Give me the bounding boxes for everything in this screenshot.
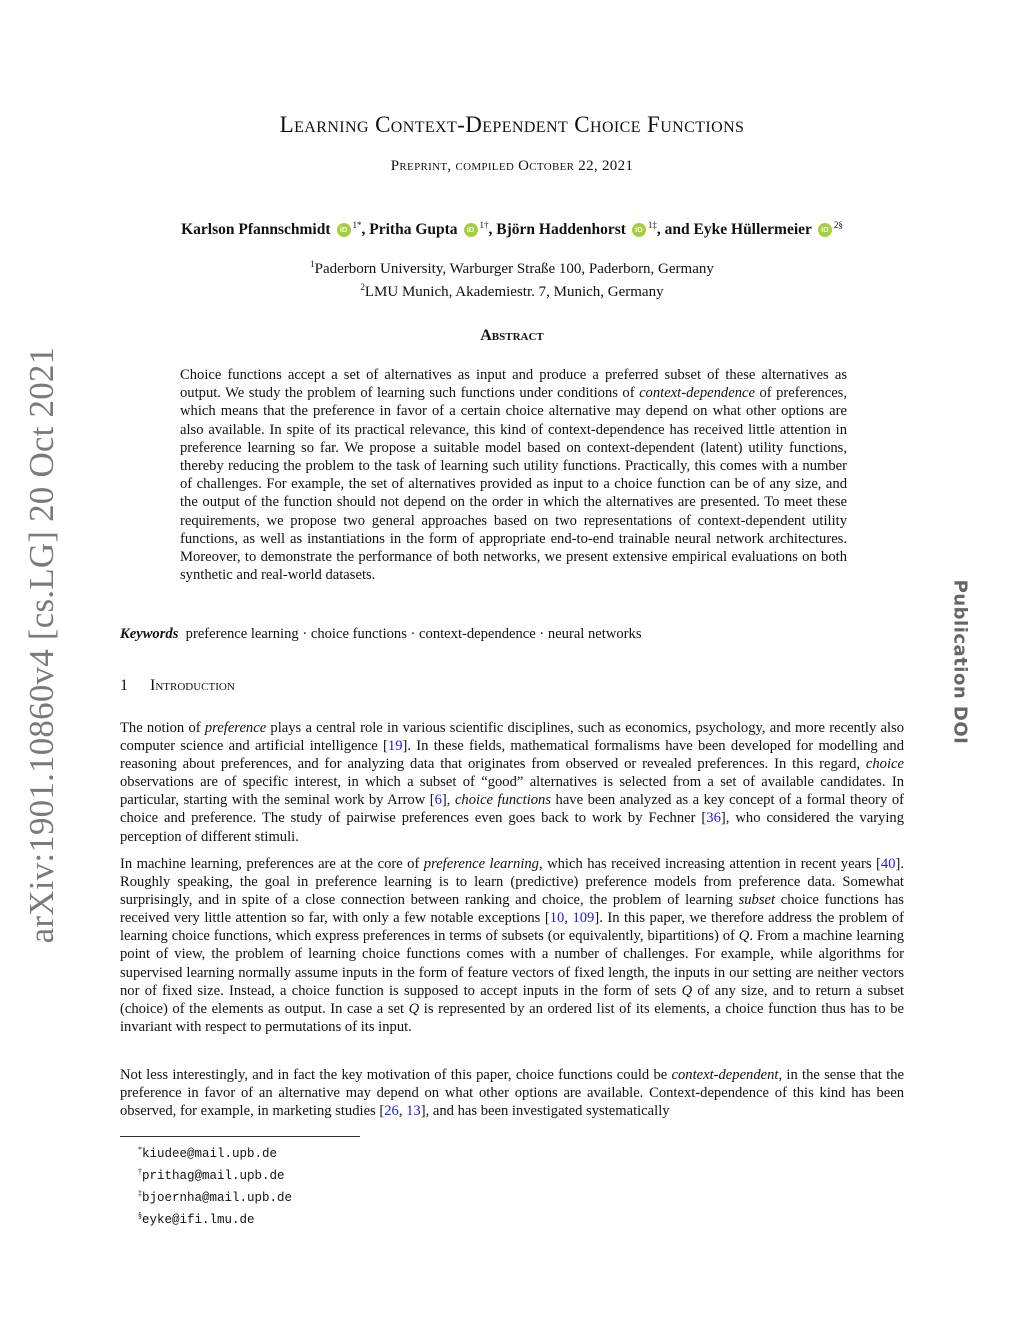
citation-link[interactable]: 26: [384, 1103, 399, 1120]
affiliations: [0, 255, 1024, 301]
footnote: [138, 1207, 292, 1229]
abstract-text: Choice functions accept a set of alternatives as input and produce a preferred subset of these alternatives as output. We study the problem of learning such functions under conditions of context-dependence of preferences, which means that the preference in favor of a certain choice alternative may depend on what other options are also available. In spite of its practical relevance, this kind of context-dependence has received little attention in preference learning so far. We propose a suitable model based on context-dependent (latent) utility functions, thereby reducing the problem to the task of learning such utility functions. Practically, this comes with a number of challenges. For example, the set of alternatives provided as input to a choice function can be of any size, and the output of the function should not depend on the order in which the alternatives are presented. To meet these requirements, we propose two general approaches based on two representations of context-dependent utility functions, as well as instantiations in the form of appropriate end-to-end trainable neural network architectures. Moreover, to demonstrate the performance of both networks, we present extensive empirical evaluations on both synthetic and real-world datasets.: [180, 367, 847, 584]
footnote-rule: [120, 1136, 360, 1137]
orcid-icon[interactable]: iD: [818, 223, 832, 237]
orcid-icon[interactable]: iD: [337, 223, 351, 237]
orcid-icon[interactable]: iD: [632, 223, 646, 237]
body-paragraph: The notion of preference plays a central role in various scientific disciplines, such as economics, psychology, and more recently also computer science and artificial intelligence [19]. In these fields, mathematical formalisms have been developed for modelling and reasoning about preferences, and for analyzing data that originates from observed or revealed preferences. In this regard, choice observations are of specific interest, in which a subset of “good” alternatives is selected from a set of available candidates. In particular, starting with the seminal work by Arrow [6], choice functions have been analyzed as a key concept of a formal theory of choice and preference. The study of pairwise preferences even goes back to work by Fechner [36], who considered the varying perception of different stimuli.: [120, 720, 904, 845]
footnotes: [138, 1141, 292, 1230]
footnote-mark: †: [138, 1167, 142, 1177]
author-marks: 1†: [479, 220, 489, 230]
footnote-email[interactable]: prithag@mail.upb.de: [142, 1169, 285, 1184]
citation-link[interactable]: 36: [706, 810, 721, 827]
emphasis-text: Q: [738, 928, 750, 945]
footnote-mark: ‡: [138, 1189, 142, 1199]
affiliation-line: [0, 255, 1024, 278]
section-number: 1: [120, 677, 128, 694]
footnote: [138, 1185, 292, 1207]
keywords-line: [120, 626, 920, 643]
emphasis-text: context-dependence: [639, 385, 755, 402]
footnote-mark: §: [138, 1211, 142, 1221]
footnote-email[interactable]: kiudee@mail.upb.de: [142, 1147, 278, 1162]
affiliation-text: LMU Munich, Akademiestr. 7, Munich, Germany: [364, 284, 664, 300]
emphasis-text: preference: [204, 720, 267, 736]
affiliation-number: 1: [310, 259, 315, 269]
citation-link[interactable]: 109: [572, 910, 595, 927]
author-separator: ,: [361, 221, 370, 239]
emphasis-text: choice functions: [454, 792, 552, 809]
emphasis-text: Q: [681, 982, 693, 999]
citation-link[interactable]: 6: [434, 792, 442, 809]
footnote-mark: *: [138, 1145, 142, 1154]
emphasis-text: preference learning: [423, 856, 539, 872]
section-heading: [120, 677, 235, 695]
paper-title: Learning Context-Dependent Choice Functions: [279, 112, 745, 137]
author-marks: 1‡: [647, 220, 657, 230]
author-name: Björn Haddenhorst: [496, 221, 626, 239]
arxiv-stamp-text: arXiv:1901.10860v4 [cs.LG] 20 Oct 2021: [22, 346, 61, 944]
author-marks: 2§: [833, 220, 843, 230]
body-paragraph: In machine learning, preferences are at the core of preference learning, which has received increasing attention in recent years [40]. Roughly speaking, the goal in preference learning is to learn (predictive) preference models from preference data. Somewhat surprisingly, and in spite of a close connection between ranking and choice, the problem of learning subset choice functions has received very little attention so far, with only a few notable exceptions [10, 109]. In this paper, we therefore address the problem of learning choice functions, which express preferences in terms of subsets (or equivalently, bipartitions) of Q. From a machine learning point of view, the problem of learning choice functions comes with a number of challenges. For example, while algorithms for supervised learning normally assume inputs in the form of feature vectors of fixed length, the inputs in our setting are neither vectors nor of fixed size. Instead, a choice function is supposed to accept inputs in the form of sets Q of any size, and to return a subset (choice) of the elements as output. In case a set Q is represented by an ordered list of its elements, a choice function thus has to be invariant with respect to permutations of its input.: [120, 856, 905, 1035]
citation-link[interactable]: 40: [880, 856, 896, 872]
orcid-icon[interactable]: iD: [464, 223, 478, 237]
affiliation-text: Paderborn University, Warburger Straße 100, Paderborn, Germany: [314, 261, 714, 277]
footnote: [138, 1163, 292, 1185]
emphasis-text: Q: [408, 1000, 420, 1017]
abstract-heading: Abstract: [480, 327, 544, 344]
publication-doi-label[interactable]: Publication DOI: [949, 579, 971, 745]
citation-link[interactable]: 13: [406, 1103, 421, 1120]
footnote-email[interactable]: eyke@ifi.lmu.de: [142, 1213, 255, 1228]
emphasis-text: context-dependent: [671, 1067, 779, 1083]
emphasis-text: choice: [865, 756, 904, 773]
section-title: Introduction: [150, 677, 235, 694]
affiliation-line: [0, 278, 1024, 301]
footnote-email[interactable]: bjoernha@mail.upb.de: [142, 1191, 293, 1206]
emphasis-text: subset: [738, 892, 776, 909]
author-name: Pritha Gupta: [369, 221, 458, 239]
author-separator: , and: [656, 221, 694, 239]
citation-link[interactable]: 19: [387, 738, 403, 755]
author-separator: ,: [488, 221, 497, 239]
preprint-subtitle: Preprint, compiled October 22, 2021: [390, 158, 634, 174]
keywords-label: Keywords: [120, 626, 179, 642]
body-paragraph: Not less interestingly, and in fact the key motivation of this paper, choice functions could be context-dependent, in the sense that the preference in favor of an alternative may depend on what other options are available. Context-dependence of this kind has been observed, for example, in marketing studies [26, 13], and has been investigated systematically: [120, 1067, 904, 1120]
keywords-list: preference learning · choice functions · context-dependence · neural networks: [185, 626, 642, 642]
footnote: [138, 1141, 292, 1163]
author-list: [0, 220, 1024, 239]
author-name: Karlson Pfannschmidt: [181, 221, 331, 239]
author-marks: 1*: [352, 220, 362, 230]
author-name: Eyke Hüllermeier: [693, 221, 812, 239]
affiliation-number: 2: [360, 282, 365, 292]
citation-link[interactable]: 10: [549, 910, 565, 927]
